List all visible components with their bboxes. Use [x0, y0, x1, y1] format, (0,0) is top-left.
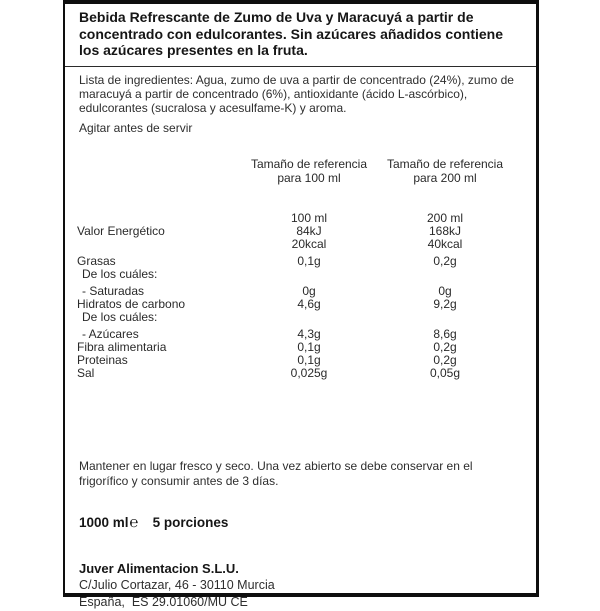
- nutrient-value-100ml: 0,1g: [297, 253, 321, 268]
- manufacturer-address: C/Julio Cortazar, 46 - 30110 Murcia: [79, 577, 275, 592]
- nutrient-value-200ml: 9,2g: [433, 296, 457, 311]
- nutrient-value-100ml: 4,3g: [297, 326, 321, 341]
- nutrition-row-carbohydrate: [65, 298, 536, 311]
- nutrition-table: [65, 157, 536, 380]
- nutrition-row-energy-kj: [65, 225, 536, 238]
- net-quantity-row: [65, 514, 536, 531]
- nutrition-label: [63, 0, 539, 609]
- storage-instructions: Mantener en lugar fresco y seco. Una vez abierto se debe conservar en el frigorífico y consumir antes de 3 días.: [79, 458, 473, 488]
- nutrient-name: Fibra alimentaria: [77, 339, 167, 354]
- nutrient-value-200ml: 0g: [438, 283, 452, 298]
- shake-note: Agitar antes de servir: [79, 120, 193, 135]
- nutrient-value-100ml: 0,1g: [297, 352, 321, 367]
- nutrient-name: Sal: [77, 365, 95, 380]
- nutrient-value-100ml: 84kJ: [296, 223, 322, 238]
- serving-100ml: 100 ml: [290, 210, 328, 225]
- nutrient-value-200ml: 40kcal: [427, 236, 463, 251]
- product-title: Bebida Refrescante de Zumo de Uva y Maracuyá a partir de concentrado con edulcorantes. Sin azúcares añadidos contiene los azúcares presentes en la fruta.: [65, 4, 536, 67]
- nutrition-row-of-which-fat: [65, 268, 536, 281]
- nutrient-name: - Azúcares: [82, 326, 139, 341]
- nutrient-value-200ml: 8,6g: [433, 326, 457, 341]
- column-header-100ml: Tamaño de referencia para 100 ml: [250, 156, 368, 185]
- nutrient-value-100ml: 0,025g: [290, 365, 328, 380]
- serving-size-row: [65, 212, 536, 225]
- nutrition-row-fibre: [65, 341, 536, 354]
- nutrient-name: Grasas: [77, 253, 116, 268]
- ingredients-section: [65, 67, 536, 135]
- nutrition-row-saturates: [65, 285, 536, 298]
- nutrient-name: - Saturadas: [82, 283, 145, 298]
- serving-200ml: 200 ml: [426, 210, 464, 225]
- manufacturer-block: [65, 560, 536, 611]
- nutrient-value-200ml: 0,2g: [433, 339, 457, 354]
- nutrition-header-row: [65, 157, 536, 185]
- nutrient-name: Proteinas: [77, 352, 128, 367]
- nutrient-name: De los cuáles:: [82, 309, 158, 324]
- nutrient-value-200ml: 0,2g: [433, 253, 457, 268]
- nutrition-row-energy-kcal: [65, 238, 536, 251]
- nutrition-row-protein: [65, 354, 536, 367]
- net-quantity: 1000 ml: [79, 514, 129, 530]
- nutrition-row-sugars: [65, 328, 536, 341]
- nutrient-value-100ml: 0,1g: [297, 339, 321, 354]
- ingredients-text: Lista de ingredientes: Agua, zumo de uva a partir de concentrado (24%), zumo de maracuyá a partir de concentrado (6%), antioxidante (ácido L-ascórbico), edulcorantes (sucralosa y acesulfame-K) y aroma.: [79, 72, 514, 115]
- column-header-200ml: Tamaño de referencia para 200 ml: [386, 156, 504, 185]
- nutrient-name: Valor Energético: [77, 223, 165, 238]
- nutrient-value-100ml: 0g: [302, 283, 316, 298]
- nutrient-name: De los cuáles:: [82, 266, 158, 281]
- nutrition-row-fat: [65, 255, 536, 268]
- nutrition-row-of-which-carb: [65, 311, 536, 324]
- nutrient-name: Hidratos de carbono: [77, 296, 186, 311]
- manufacturer-name: Juver Alimentacion S.L.U.: [79, 560, 239, 576]
- nutrient-value-100ml: 4,6g: [297, 296, 321, 311]
- portions-count: 5 porciones: [152, 514, 229, 530]
- manufacturer-registration: España, ES 29.01060/MU CE: [79, 594, 248, 609]
- estimated-sign-icon: ℮: [129, 513, 139, 531]
- nutrient-value-200ml: 0,05g: [429, 365, 461, 380]
- nutrient-value-200ml: 0,2g: [433, 352, 457, 367]
- nutrient-value-100ml: 20kcal: [291, 236, 327, 251]
- nutrient-value-200ml: 168kJ: [428, 223, 462, 238]
- nutrition-row-salt: [65, 367, 536, 380]
